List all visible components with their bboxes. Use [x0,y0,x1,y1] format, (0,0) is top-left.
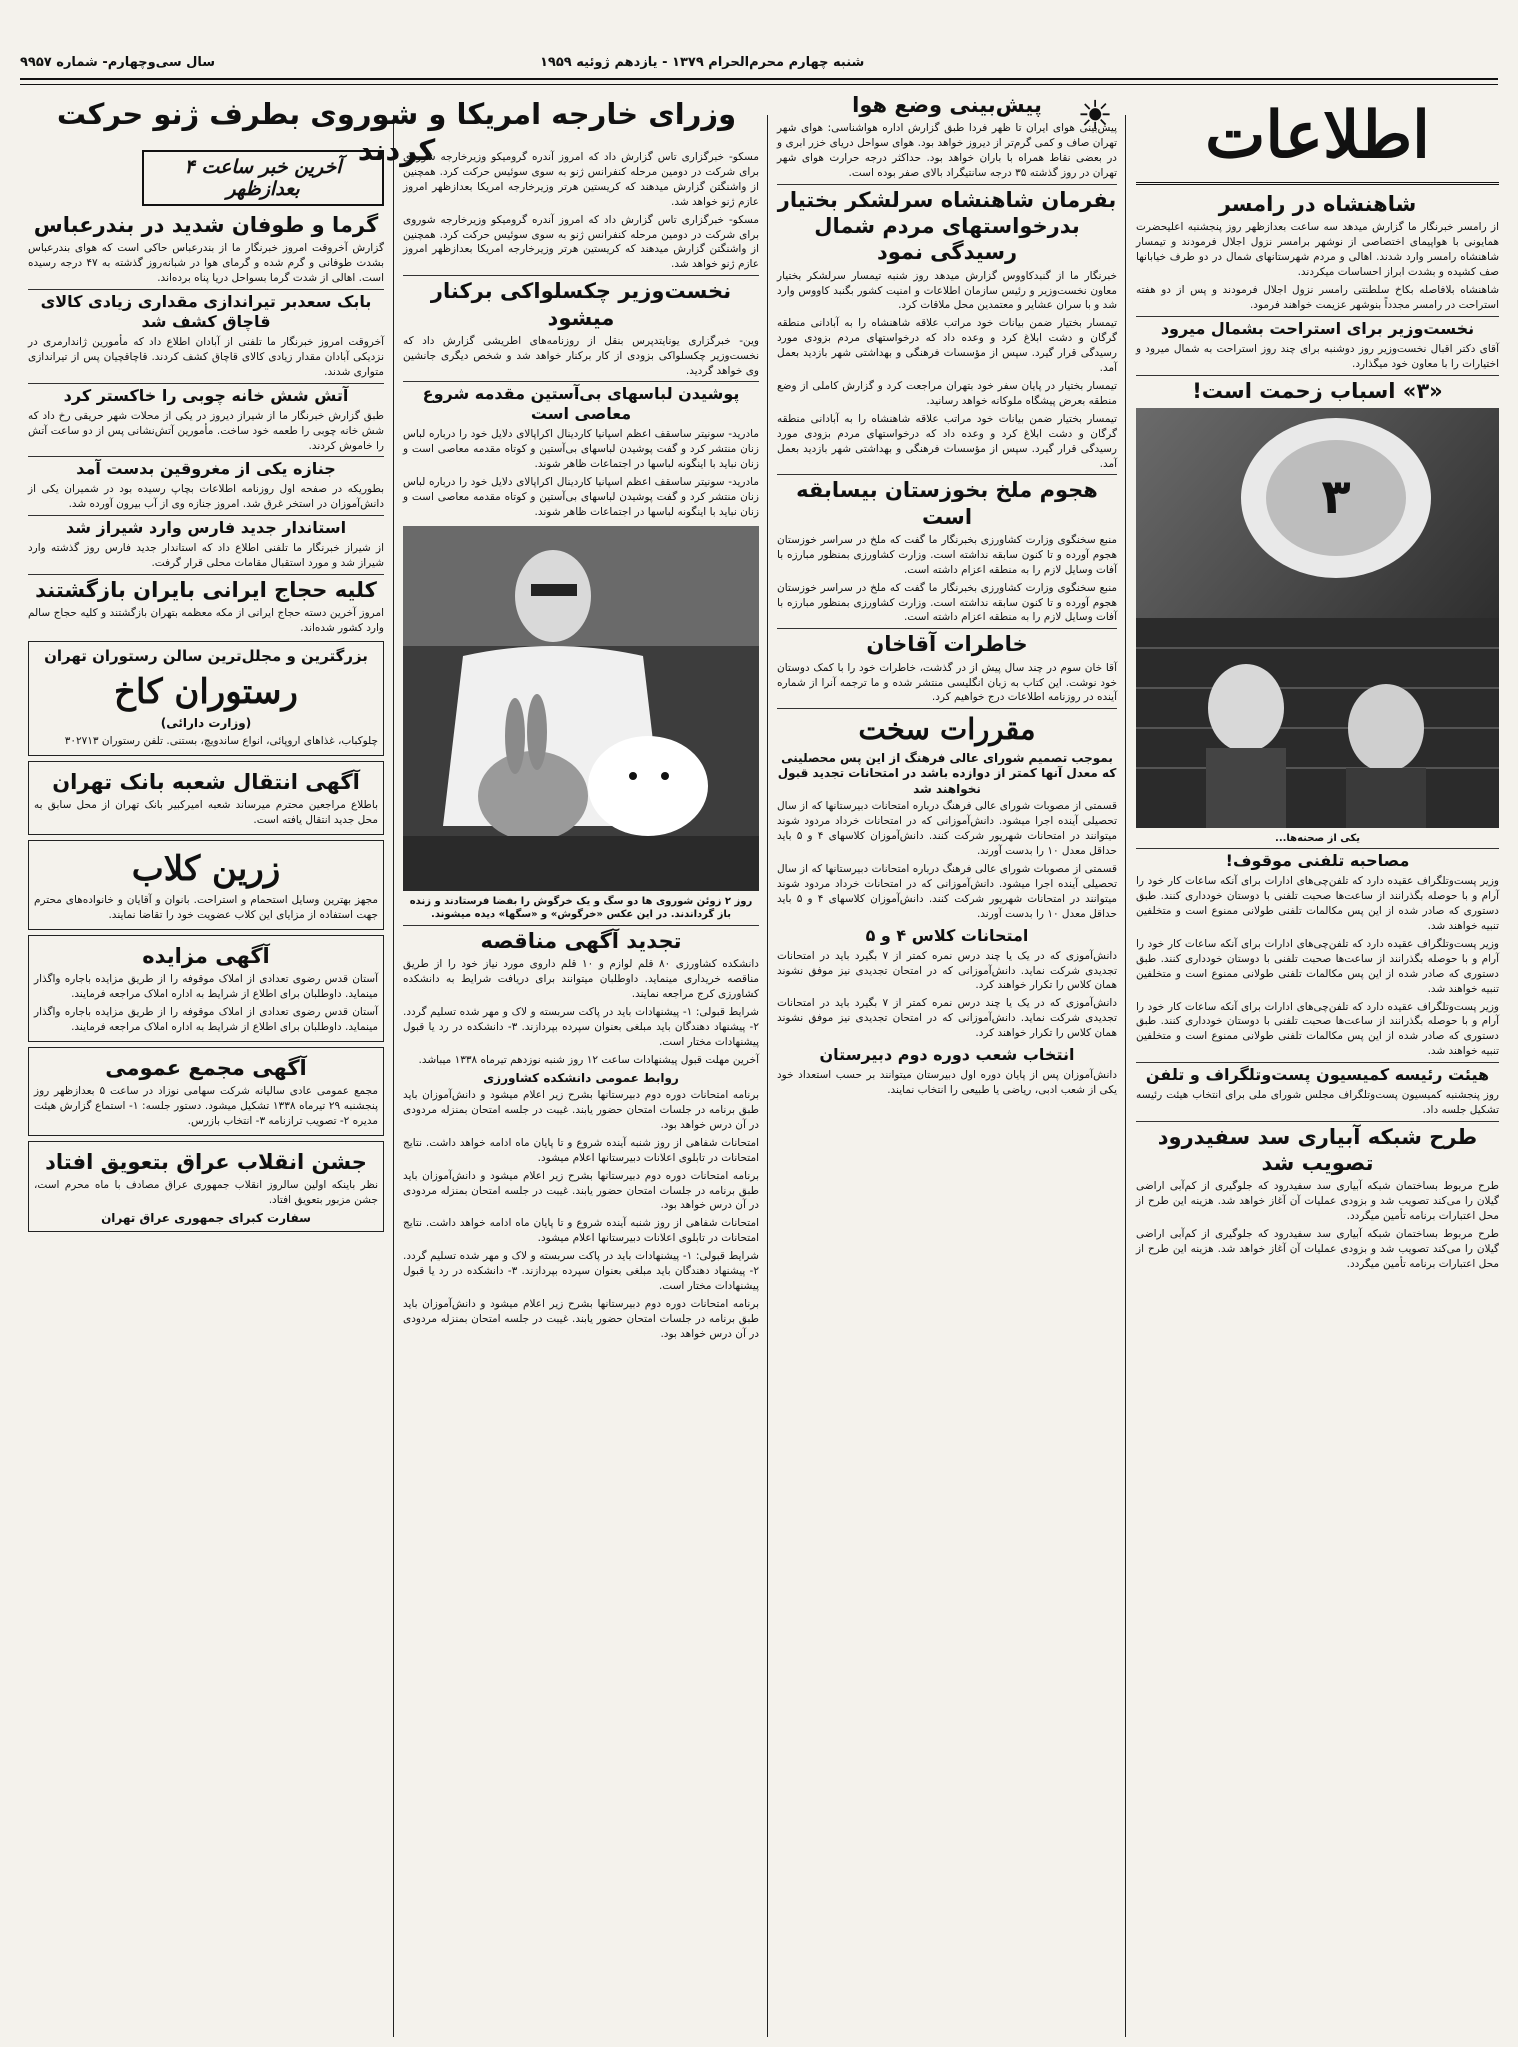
article-text: مادرید- سونیتر ساسقف اعظم اسپانیا کاردینال اکراپالای دلایل خود را درباره لباس زنان منتشر کرد و گفت پوشیدن لباسهای بی‌آستین و کوتاه مقدمه معاصی است و زنان نباید با اینگونه لباسها در اجتماعات ظاهر شوند. [403,428,759,471]
article-text: دانشکده کشاورزی ۸۰ قلم لوازم و ۱۰ قلم داروی مورد نیاز خود را از طریق مناقصه خریداری مینماید. داوطلبان میتوانند برای دریافت شرایط به دانشکده کشاورزی کرج مراجعه نمایند. [403,958,759,1000]
article-text: دانش‌آموزان پس از پایان دوره اول دبیرستان میتوانند بر حسب استعداد خود یکی از شعب ادبی، ریاضی یا طبیعی را انتخاب نمایند. [777,1069,1117,1096]
column-right [1130,90,1505,2040]
headline-locusts: هجوم ملخ بخوزستان بیسابقه است [777,474,1117,530]
article-text: برنامه امتحانات دوره دوم دبیرستانها بشرح زیر اعلام میشود و دانش‌آموزان باید طبق برنامه در جلسات امتحان حضور یابند. غیبت در جلسه امتحان بمنزله مردودی در آن درس خواهد بود. [403,1169,759,1212]
sun-icon: ☀ [1077,93,1113,139]
ad-auction-title: آگهی مزایده [142,943,270,968]
article-text: منبع سخنگوی وزارت کشاورزی بخبرنگار ما گفت که ملخ در سراسر خوزستان هجوم آورده و تا کنون سابقه نداشته است. وزارت کشاورزی بمنظور مبارزه با آفات وسایل لازم را به منطقه اعزام داشته است. [777,581,1117,624]
column-rule [393,115,394,2037]
article-text: دانش‌آموزی که در یک یا چند درس نمره کمتر از ۷ بگیرد باید در امتحانات تجدیدی شرکت نماید. دانش‌آموزانی که در امتحان تجدیدی نیز موفق نشوند همان کلاس را تکرار خواهند کرد. [777,997,1117,1040]
article-text: قسمتی از مصوبات شورای عالی فرهنگ درباره امتحانات دبیرستانها که از سال تحصیلی آینده اجرا میشود. دانش‌آموزانی که در امتحانات خرداد مردود شوند میتوانند در امتحانات شهریور شرکت کنند. دانش‌آموزان کلاسهای ۴ و ۵ باید حداقل معدل ۱۰ را بدست آورند. [777,800,1117,858]
article-text: طرح مربوط بساختمان شبکه آبیاری سد سفیدرود که جلوگیری از کم‌آبی اراضی گیلان را می‌کند تصویب شد و بزودی عملیات آن آغاز خواهد شد. هزینه این طرح از محل اعتبارات برنامه تأمین میگردد. [1136,1180,1499,1223]
ad-assembly-text: مجمع عمومی عادی سالیانه شرکت سهامی نوزاد در ساعت ۵ بعدازظهر روز پنجشنبه ۲۹ تیرماه ۱۳۳۸ تشکیل میشود. دستور جلسه: ۱- استماع گزارش هیئت مدیره ۲- تصویب ترازنامه ۳- انتخاب بازرس. [34,1085,378,1127]
article-text: خبرنگار ما از گنبدکاووس گزارش میدهد روز شنبه تیمسار سرلشکر بختیار معاون نخست‌وزیر و رئیس سازمان اطلاعات و امنیت کشور بگنبد کاووس وارد شد و با سران عشایر و معتمدین محل ملاقات کرد. [777,269,1117,312]
headline-sefidrud: طرح شبکه آبیاری سد سفیدرود تصویب شد [1136,1121,1499,1177]
photo-title: «۳» اسباب زحمت است! [1136,375,1499,404]
top-rule [20,78,1498,80]
ad-restaurant [28,641,384,756]
ad-assembly-title: آگهی مجمع عمومی [105,1055,307,1080]
signature: روابط عمومی دانشکده کشاورزی [483,1070,679,1085]
article-text: مسکو- خبرگزاری تاس گزارش داد که امروز آندره گرومیکو وزیرخارجه شوروی برای شرکت در دومین مرحله کنفرانس ژنو به سوی سوئیس حرکت کرد. همچنین از واشنگتن گزارش میدهند که کریستین هرتر وزیرخارجه امریکا بعدازظهر امروز عازم ژنو خواهد شد. [403,151,759,208]
article-text: آقا خان سوم در چند سال پیش از در گذشت، خاطرات خود را با کمک دوستان خود نوشت. این کتاب به زبان انگلیسی منتشر شده و ما ترجمه آنرا از شماره آینده در روزنامه اطلاعات درج خواهیم کرد. [777,661,1117,704]
article-text: وزیر پست‌وتلگراف عقیده دارد که تلفن‌چی‌های ادارات برای آنکه ساعات کار خود را آرام و با حوصله بگذرانند از ساعت‌ها صحبت تلفنی با دوستان خودداری کنند. طبق دستوری که صادر شده از این پس مکالمات تلفنی طولانی ممنوع است و متخلفین تنبیه خواهند شد. [1136,937,1499,995]
headline-smuggling: بابک سعدبر تیراندازی مقداری زیادی کالای قاچاق کشف شد [28,289,384,332]
headline-sleeveless: پوشیدن لباسهای بی‌آستین مقدمه شروع معاصی است [403,381,759,424]
column-rule [767,115,768,2037]
headline-aga-khan: خاطرات آقاخان [777,628,1117,657]
ad-restaurant-top: بزرگترین و مجلل‌ترین سالن رستوران تهران [44,647,368,666]
article-text: وزیر پست‌وتلگراف عقیده دارد که تلفن‌چی‌های ادارات برای آنکه ساعات کار خود را آرام و با حوصله بگذرانند از ساعت‌ها صحبت تلفنی با دوستان خودداری کنند. طبق دستوری که صادر شده از این پس مکالمات تلفنی طولانی ممنوع است و متخلفین تنبیه خواهند شد. [1136,1000,1499,1058]
column-mid-right [771,88,1123,2038]
edition-stamp: آخرین خبر ساعت ۴ بعدازظهر [142,150,384,206]
ad-iraq-text: نظر باینکه اولین سالروز انقلاب جمهوری عراق مصادف با ماه محرم است، جشن مزبور بتعویق افتاد. [34,1179,378,1206]
subheadline: بموجب تصمیم شورای عالی فرهنگ از این پس محصلینی که معدل آنها کمتر از دوازده باشد در امتحانات تجدید قبول نخواهند شد [777,750,1117,796]
headline-phone-interview: مصاحبه تلفنی موقوف! [1136,848,1499,871]
ad-iraq-title: جشن انقلاب عراق بتعویق افتاد [45,1149,367,1174]
article-text: شرایط قبولی: ۱- پیشنهادات باید در پاکت سربسته و لاک و مهر شده تسلیم گردد. ۲- پیشنهاد دهندگان باید مبلغی بعنوان سپرده بپردازند. ۳- دانشکده در رد یا قبول پیشنهادات مختار است. [403,1005,759,1048]
ad-club-name: زرین کلاب [131,848,281,889]
ad-bank-text: باطلاع مراجعین محترم میرساند شعبه امیرکبیر بانک تهران از محل سابق به محل جدید انتقال یافته است. [34,798,378,826]
headline-tender: تجدید آگهی مناقصه [403,925,759,954]
weather-text: پیش‌بینی هوای ایران تا ظهر فردا طبق گزارش اداره هواشناسی: هوای شهر تهران صاف و کمی گرم‌تر از دیروز خواهد بود. هوای سواحل دریای خزر ابری و در بعضی نقاط همراه با باران خواهد بود. حداکثر درجه حرارت هوای شهر تهران در روز گذشته ۳۵ درجه سانتیگراد بالای صفر بوده است. [777,122,1117,179]
article-text: منبع سخنگوی وزارت کشاورزی بخبرنگار ما گفت که ملخ در سراسر خوزستان هجوم آورده و تا کنون سابقه نداشته است. وزارت کشاورزی بمنظور مبارزه با آفات وسایل لازم را به منطقه اعزام داشته است. [777,533,1117,576]
photo-image [1136,408,1499,828]
headline-pilgrims: کلیه حجاج ایرانی بایران بازگشتند [28,574,384,603]
article-text: شرایط قبولی: ۱- پیشنهادات باید در پاکت سربسته و لاک و مهر شده تسلیم گردد. ۲- پیشنهاد دهندگان باید مبلغی بعنوان سپرده بپردازند. ۳- دانشکده در رد یا قبول پیشنهادات مختار است. [403,1250,759,1292]
article-text: شاهنشاه بلافاصله بکاخ سلطنتی رامسر نزول اجلال فرمودند و پس از دو هفته استراحت در رامسر مجدداً بنوشهر عزیمت خواهند فرمود. [1136,283,1499,311]
photo-caption: روز ۲ زوئن شوروی ها دو سگ و یک خرگوش را بفضا فرستادند و زنده باز گرداندند. در این عکس «خرگوش» و «سگها» دیده میشوند. [409,895,753,921]
ad-bank-title: آگهی انتقال شعبه بانک تهران [52,769,360,794]
svg-text:۳: ۳ [1321,468,1351,525]
ad-restaurant-tag: (وزارت دارائی) [160,716,252,731]
ad-iraq-sign: سفارت کبرای جمهوری عراق تهران [101,1210,311,1225]
article-text: امتحانات شفاهی از روز شنبه آینده شروع و تا پایان ماه ادامه خواهد داشت. نتایج امتحانات در تابلوی اعلانات دبیرستانها اعلام میشود. [403,1217,759,1245]
article-text: طرح مربوط بساختمان شبکه آبیاری سد سفیدرود که جلوگیری از کم‌آبی اراضی گیلان را می‌کند تصویب شد و بزودی عملیات آن آغاز خواهد شد. هزینه این طرح از محل اعتبارات برنامه تأمین میگردد. [1136,1228,1499,1270]
article-text: روز پنجشنبه کمیسیون پست‌وتلگراف مجلس شورای ملی برای انتخاب هیئت رئیسه تشکیل جلسه داد. [1136,1089,1499,1117]
article-text: آخروقت امروز خبرنگار ما تلفنی از آبادان اطلاع داد که مأمورین ژاندارمری در نزدیکی آبادان مقدار زیادی کالای قاچاق کشف کردند. قاچاقچیان پس از تیراندازی متواری شدند. [28,335,384,378]
column-left [22,150,390,2040]
photo-caption: یکی از صحنه‌ها... [1275,832,1360,844]
headline-bandar-abbas: گرما و طوفان شدید در بندرعباس [33,213,379,237]
article-text: آقای دکتر اقبال نخست‌وزیر روز دوشنبه برای چند روز استراحت به شمال میرود و اختیارات را با معاون خود میگذارد. [1136,342,1499,370]
ad-auction-text: آستان قدس رضوی تعدادی از املاک موقوفه را از طریق مزایده باجاره واگذار مینماید. داوطلبان برای اطلاع از شرایط به اداره املاک مراجعه فرمایند. [34,973,378,1001]
headline-strict-rules: مقررات سخت [777,708,1117,747]
article-text: تیمسار بختیار در پایان سفر خود بتهران مراجعت کرد و گزارش کاملی از وضع منطقه بعرض پیشگاه ملوکانه خواهد رسانید. [777,379,1117,407]
article-text: طبق گزارش خبرنگار ما از شیراز دیروز در یکی از محلات شهر حریقی رخ داد که شش خانه چوبی را طعمه خود ساخت. مأمورین آتش‌نشانی پس از دو ساعت آتش را خاموش کردند. [28,409,384,452]
article-text: مادرید- سونیتر ساسقف اعظم اسپانیا کاردینال اکراپالای دلایل خود را درباره لباس زنان منتشر کرد و گفت پوشیدن لباسهای بی‌آستین و کوتاه مقدمه معاصی است و زنان نباید با اینگونه لباسها در اجتماعات ظاهر شوند. [403,476,759,518]
headline-governor: استاندار جدید فارس وارد شیراز شد [28,515,384,538]
banner-headline: وزرای خارجه امریکا و شوروی بطرف ژنو حرکت کردند [56,97,737,168]
photo-space-animals [403,526,759,891]
article-text: امروز آخرین دسته حجاج ایرانی از مکه معظمه بتهران بازگشتند و کلیه حجاج سالم وارد کشور شده‌اند. [28,607,384,635]
headline-bakhtiar: بفرمان شاهنشاه سرلشکر بختیار بدرخواستهای مردم شمال رسیدگی نمود [777,184,1117,266]
top-rule-thin [20,84,1498,85]
article-text: تیمسار بختیار ضمن بیانات خود مراتب علاقه شاهنشاه را به آبادانی منطقه گرگان و دشت ابلاغ کرد و وعده داد که درخواستهای مردم بزودی مورد رسیدگی قرار گیرد. سپس از مؤسسات فرهنگی و بهداشتی شهر بازدید بعمل آمد. [777,412,1117,470]
headline-fire: آتش شش خانه چوبی را خاکستر کرد [28,383,384,406]
article-text: آخرین مهلت قبول پیشنهادات ساعت ۱۲ روز شنبه نوزدهم تیرماه ۱۳۳۸ میباشد. [418,1053,759,1066]
photo-telephone-operators [1136,408,1499,828]
article-text: تیمسار بختیار ضمن بیانات خود مراتب علاقه شاهنشاه را به آبادانی منطقه گرگان و دشت ابلاغ کرد و وعده داد که درخواستهای مردم بزودی مورد رسیدگی قرار گیرد. سپس از مؤسسات فرهنگی و بهداشتی شهر بازدید بعمل آمد. [777,317,1117,375]
headline-commission: هیئت رئیسه کمیسیون پست‌وتلگراف و تلفن [1136,1062,1499,1085]
article-text: برنامه امتحانات دوره دوم دبیرستانها بشرح زیر اعلام میشود و دانش‌آموزان باید طبق برنامه در جلسات امتحان حضور یابند. غیبت در جلسه امتحان بمنزله مردودی در آن درس خواهد بود. [403,1297,759,1340]
article-text: بطوریکه در صفحه اول روزنامه اطلاعات بچاپ رسیده بود در شمیران یکی از دانش‌آموزان در استخر غرق شد. امروز جنازه وی از آب بیرون آورده شد. [28,483,384,511]
ad-auction [28,935,384,1042]
column-mid-left [397,150,765,2040]
headline-drowned: جنازه یکی از مغروقین بدست آمد [28,456,384,479]
article-text: برنامه امتحانات دوره دوم دبیرستانها بشرح زیر اعلام میشود و دانش‌آموزان باید طبق برنامه در جلسات امتحان حضور یابند. غیبت در جلسه امتحان بمنزله مردودی در آن درس خواهد بود. [403,1089,759,1131]
article-text: از رامسر خبرنگار ما گزارش میدهد سه ساعت بعدازظهر روز پنجشنبه اعلیحضرت همایونی با هواپیمای اختصاصی از نوشهر برامسر نزول اجلال فرمودند و تیمسار شاهنشاه رامسر وارد شدند. اهالی و مردم شهرستانهای شمال در دو طرف خیابانها صف کشیده و بشدت ابراز احساسات میکردند. [1136,221,1499,278]
headline-prime-minister: نخست‌وزیر برای استراحت بشمال میرود [1136,316,1499,339]
photo-image [403,526,759,891]
ad-assembly [28,1047,384,1136]
ad-iraq [28,1141,384,1233]
logo: اطلاعات [1136,90,1499,185]
top-strip [20,55,1498,75]
article-text: دانش‌آموزی که در یک یا چند درس نمره کمتر از ۷ بگیرد باید در امتحانات تجدیدی شرکت نماید. دانش‌آموزانی که در امتحان تجدیدی نیز موفق نشوند همان کلاس را تکرار خواهند کرد. [777,949,1117,992]
headline-branches: انتخاب شعب دوره دوم دبیرستان [819,1045,1075,1065]
article-text: وین- خبرگزاری یونایتدپرس بنقل از روزنامه‌های اطریشی گزارش داد که نخست‌وزیر چکسلواکی بزودی از کار برکنار خواهد شد و شخص دیگری جانشین وی خواهد گردید. [403,334,759,377]
ad-restaurant-name: رستوران کاخ [114,671,298,712]
article-text: امتحانات شفاهی از روز شنبه آینده شروع و تا پایان ماه ادامه خواهد داشت. نتایج امتحانات در تابلوی اعلانات دبیرستانها اعلام میشود. [403,1136,759,1164]
ad-restaurant-text: چلوکباب، غذاهای اروپائی، انواع ساندویچ، بستنی. تلفن رستوران ۳۰۲۷۱۳ [64,734,378,747]
article-text: گزارش آخروقت امروز خبرنگار ما از بندرعباس حاکی است که هوای بندرعباس بشدت طوفانی و گرم شده و گرمای هوا در شبانه‌روز گذشته به ۴۷ درجه رسیده است. اهالی از شدت گرما بسواحل دریا پناه برده‌اند. [28,242,385,285]
headline-exams: امتحانات کلاس ۴ و ۵ [865,925,1029,945]
ad-bank [28,761,384,835]
ad-club-text: مجهز بهترین وسایل استحمام و استراحت. بانوان و آقایان و خانواده‌های محترم جهت استفاده از مزایای این کلاب عضویت خود را تقاضا نمایند. [34,894,378,922]
article-text: از شیراز خبرنگار ما تلفنی اطلاع داد که استاندار جدید فارس روز گذشته وارد شیراز شد و مورد استقبال مقامات محلی قرار گرفت. [28,542,384,570]
headline-shah-ramsar: شاهنشاه در رامسر [1218,192,1417,216]
ad-auction-text: آستان قدس رضوی تعدادی از املاک موقوفه را از طریق مزایده باجاره واگذار مینماید. داوطلبان برای اطلاع از شرایط به اداره املاک مراجعه فرمایند. [34,1006,378,1033]
article-text: قسمتی از مصوبات شورای عالی فرهنگ درباره امتحانات دبیرستانها که از سال تحصیلی آینده اجرا میشود. دانش‌آموزانی که در امتحانات خرداد مردود شوند میتوانند در امتحانات شهریور شرکت کنند. دانش‌آموزان کلاسهای ۴ و ۵ باید حداقل معدل ۱۰ را بدست آورند. [777,862,1117,920]
weather-title: پیش‌بینی وضع هوا [852,93,1042,117]
article-text: وزیر پست‌وتلگراف عقیده دارد که تلفن‌چی‌های ادارات برای آنکه ساعات کار خود را آرام و با حوصله بگذرانند از ساعت‌ها صحبت تلفنی با دوستان خودداری کنند. طبق دستوری که صادر شده از این پس مکالمات تلفنی طولانی ممنوع است و متخلفین تنبیه خواهند شد. [1136,875,1499,932]
column-rule [1125,115,1126,2037]
date-line: شنبه چهارم محرم‌الحرام ۱۳۷۹ - یازدهم ژوئیه ۱۹۵۹ [540,55,865,70]
headline-czech: نخست‌وزیر چکسلواکی برکنار میشود [403,275,759,331]
ad-club [28,840,384,930]
issue-line: سال سی‌وچهارم- شماره ۹۹۵۷ [20,55,216,70]
article-text: مسکو- خبرگزاری تاس گزارش داد که امروز آندره گرومیکو وزیرخارجه شوروی برای شرکت در دومین مرحله کنفرانس ژنو به سوی سوئیس حرکت کرد. همچنین از واشنگتن گزارش میدهند که کریستین هرتر وزیرخارجه امریکا بعدازظهر امروز عازم ژنو خواهد شد. [403,213,759,271]
weather-box [777,92,1117,139]
